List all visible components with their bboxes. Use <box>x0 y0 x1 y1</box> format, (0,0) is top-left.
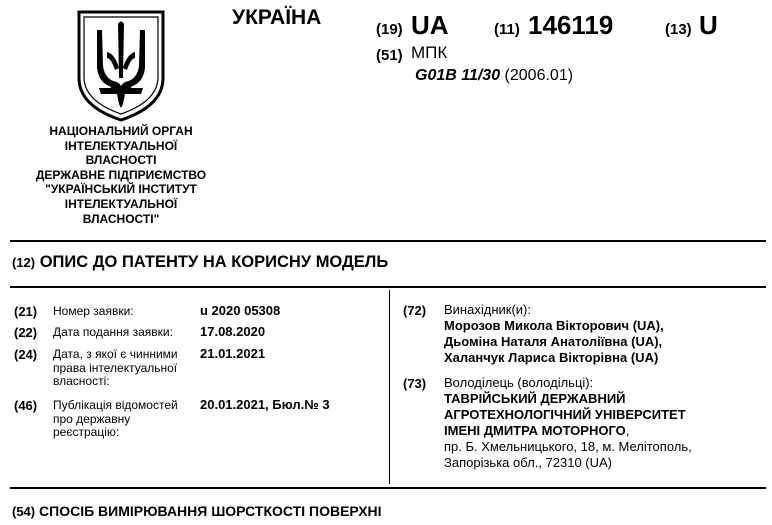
ipc-label: МПК <box>411 43 448 62</box>
filing-date-label: Дата подання заявки: <box>53 325 173 339</box>
document-title-text: ОПИС ДО ПАТЕНТУ НА КОРИСНУ МОДЕЛЬ <box>39 253 389 271</box>
issuing-organization <box>10 124 232 226</box>
inventor-name: Халанчук Лариса Вікторівна (UA) <box>444 350 659 365</box>
owner-address-line: Запорізька обл., 72310 (UA) <box>444 455 613 470</box>
code-51: (51) <box>376 47 403 64</box>
owner-label: Володілець (володільці): <box>444 375 594 390</box>
inventor-name: Морозов Микола Вікторович (UA), <box>444 318 664 333</box>
document-title <box>12 253 388 272</box>
publication-info: 20.01.2021, Бюл.№ 3 <box>200 397 330 412</box>
filing-date: 17.08.2020 <box>200 324 266 339</box>
inventors-block <box>444 302 664 366</box>
owner-name-line: АГРОТЕХНОЛОГІЧНИЙ УНІВЕРСИТЕТ <box>444 407 686 422</box>
owner-block <box>444 375 692 471</box>
document-kind: U <box>699 10 718 40</box>
country-code: UA <box>411 10 449 40</box>
code-72: (72) <box>403 303 427 318</box>
code-46: (46) <box>14 398 38 413</box>
code-54: (54) <box>12 504 36 519</box>
application-number-label: Номер заявки: <box>53 304 134 318</box>
divider <box>10 487 766 489</box>
owner-name-line: ТАВРІЙСЬКИЙ ДЕРЖАВНИЙ <box>444 391 626 406</box>
org-line: НАЦІОНАЛЬНИЙ ОРГАН <box>49 124 193 138</box>
inventors-label: Винахідник(и): <box>444 302 531 317</box>
code-19: (19) <box>376 21 403 38</box>
ipc-classification <box>415 67 573 85</box>
org-line: ІНТЕЛЕКТУАЛЬНОЇ <box>64 196 178 211</box>
application-number: u 2020 05308 <box>200 303 281 318</box>
effective-date-label: Дата, з якої є чинними права інтелектуальної власності: <box>53 347 178 388</box>
ukraine-coat-of-arms-icon <box>75 8 167 124</box>
effective-date: 21.01.2021 <box>200 346 266 361</box>
code-22: (22) <box>14 325 38 340</box>
invention-title <box>12 503 382 519</box>
divider <box>10 286 766 288</box>
divider <box>10 240 766 242</box>
org-line: ВЛАСНОСТІ" <box>82 211 160 226</box>
owner-name-comma: , <box>625 423 630 438</box>
country-name: УКРАЇНА <box>232 6 322 29</box>
org-line: ВЛАСНОСТІ <box>85 153 157 168</box>
column-divider <box>389 290 390 484</box>
org-line: ІНТЕЛЕКТУАЛЬНОЇ <box>64 138 178 153</box>
org-line: ДЕРЖАВНЕ ПІДПРИЄМСТВО <box>35 167 207 182</box>
ipc-class: G01B 11/30 <box>415 67 501 84</box>
org-line: "УКРАЇНСЬКИЙ ІНСТИТУТ <box>45 182 197 197</box>
owner-name-line: ІМЕНІ ДМИТРА МОТОРНОГО <box>444 423 626 438</box>
code-13: (13) <box>665 21 692 38</box>
publication-label: Публікація відомостей про державну реєстрацію: <box>53 398 178 439</box>
code-24: (24) <box>14 347 38 362</box>
inventor-name: Дьоміна Наталя Анатоліївна (UA), <box>444 334 663 349</box>
code-12: (12) <box>12 255 36 270</box>
code-11: (11) <box>494 21 520 38</box>
owner-address-line: пр. Б. Хмельницького, 18, м. Мелітополь, <box>444 439 692 454</box>
invention-title-text: СПОСІБ ВИМІРЮВАННЯ ШОРСТКОСТІ ПОВЕРХНІ <box>39 503 382 519</box>
patent-number: 146119 <box>528 10 614 40</box>
code-21: (21) <box>14 304 38 319</box>
code-73: (73) <box>403 376 427 391</box>
ipc-version: (2006.01) <box>504 67 574 84</box>
